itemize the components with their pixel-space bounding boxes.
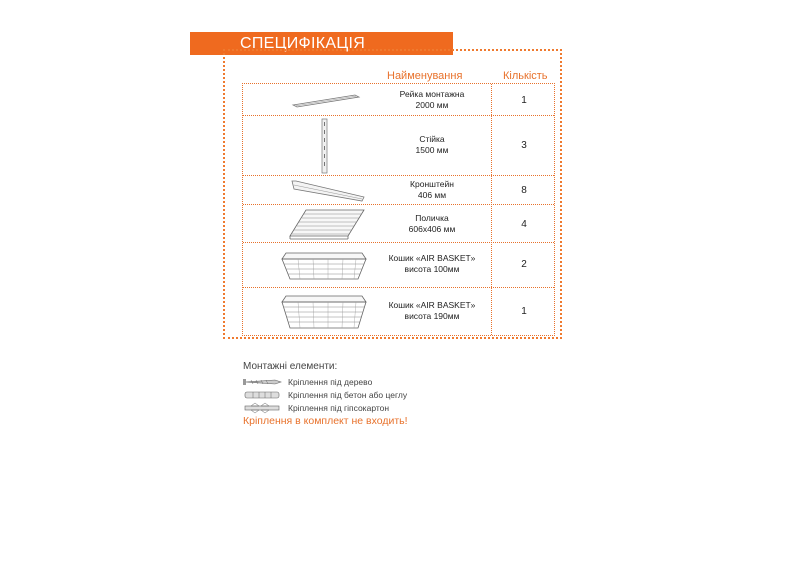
upright-icon	[319, 118, 331, 174]
bracket-icon	[288, 179, 368, 203]
item-name: Поличка 606х406 мм	[408, 213, 456, 234]
item-quantity: 8	[521, 185, 527, 196]
spec-table	[242, 83, 555, 336]
table-row	[243, 176, 554, 205]
item-name: Кошик «AIR BASKET» висота 100мм	[388, 253, 476, 274]
concrete-anchor-icon	[243, 389, 283, 401]
mounting-title: Монтажні елементи:	[243, 361, 338, 372]
page-title: СПЕЦИФІКАЦІЯ	[190, 32, 453, 55]
header-quantity: Кількість	[503, 70, 548, 82]
item-name: Рейка монтажна 2000 мм	[399, 89, 465, 110]
table-row	[243, 205, 554, 243]
warning-note: Кріплення в комплект не входить!	[243, 415, 408, 427]
header-name: Найменування	[387, 70, 463, 82]
drywall-anchor-icon	[243, 402, 283, 414]
table-row	[243, 116, 554, 176]
item-quantity: 3	[521, 140, 527, 151]
item-name: Кошик «AIR BASKET» висота 190мм	[388, 300, 476, 321]
item-quantity: 1	[521, 306, 527, 317]
item-name: Кронштейн 406 мм	[410, 179, 454, 200]
basket-high-icon	[278, 292, 370, 332]
item-quantity: 4	[521, 219, 527, 230]
table-row	[243, 243, 554, 288]
basket-low-icon	[278, 249, 370, 283]
rail-icon	[291, 93, 361, 109]
wood-screw-icon	[243, 376, 283, 388]
table-row	[243, 84, 554, 116]
item-quantity: 2	[521, 259, 527, 270]
table-row	[243, 288, 554, 336]
item-name: Стійка 1500 мм	[415, 134, 449, 155]
item-quantity: 1	[521, 95, 527, 106]
shelf-icon	[288, 208, 368, 240]
